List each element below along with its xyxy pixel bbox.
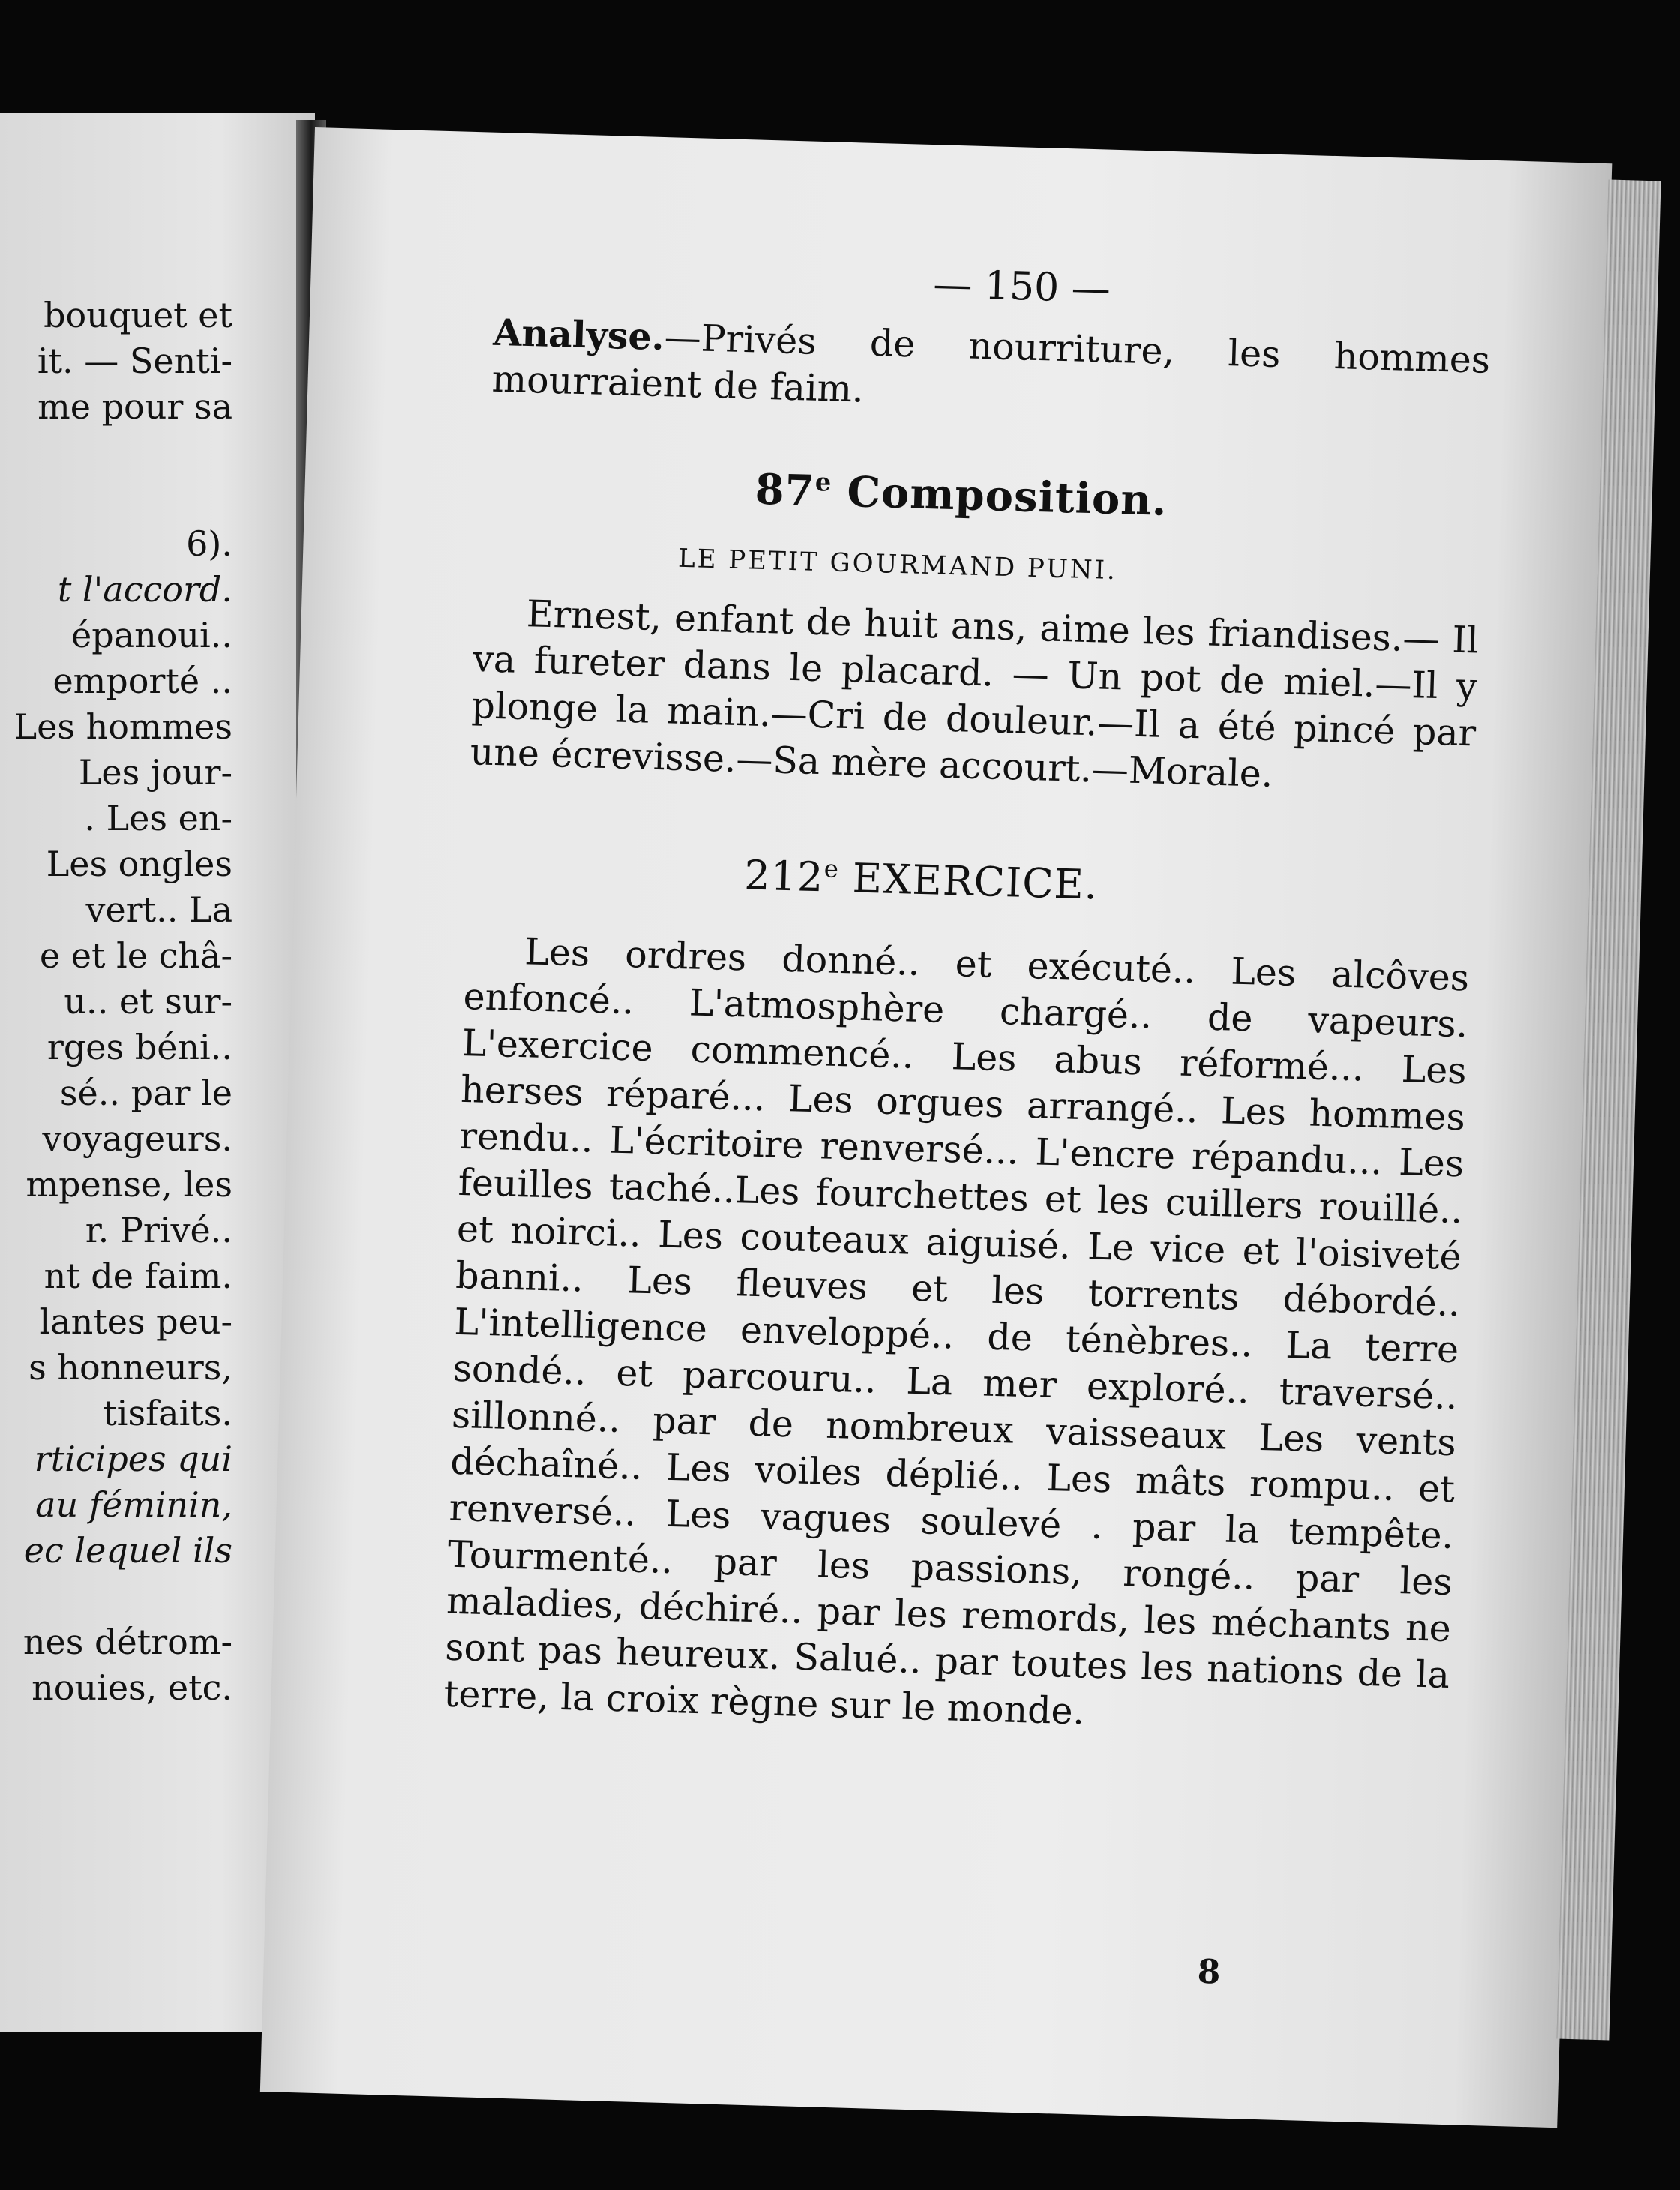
exercise-heading (744, 852, 1099, 908)
analyse-label: Analyse. (492, 310, 665, 359)
left-page-line: rticipes qui (34, 1438, 232, 1479)
left-page-line: ec lequel ils (23, 1530, 232, 1570)
left-page-line: Les ongles (46, 844, 232, 884)
left-page-line: it. — Senti- (37, 340, 232, 381)
left-page-line: lantes peu- (39, 1301, 232, 1342)
left-page-line: Les jour- (78, 752, 232, 793)
signature-mark: 8 (1197, 1952, 1222, 1992)
left-page-line: vert.. La (86, 890, 232, 930)
left-page-line: . Les en- (84, 798, 232, 838)
left-page-line: s honneurs, (28, 1347, 232, 1388)
composition-number: 87 (754, 464, 816, 516)
exercise-title: EXERCICE. (838, 854, 1099, 909)
exercise-text: Les ordres donné.. et exécuté.. Les alcôves enfoncé.. L'atmosphère chargé.. de vapeurs. L'exercice commencé.. Les abus réformé... Les herses réparé... Les orgues arrangé.. Les hommes rendu.. L'écritoire renversé... L'encre répandu... Les feuilles taché..Les fourchettes et les cuillers rouillé.. et noirci.. Les couteaux aiguisé. Le vice et l'oisiveté banni.. Les fleuves et les torrents débordé.. L'intelligence enveloppé.. de ténèbres.. La terre sondé.. et parcouru.. La mer exploré.. traversé.. sillonné.. par de nombreux vaisseaux Les vents déchaîné.. Les voiles déplié.. Les mâts rompu.. et renversé.. Les vagues soulevé . par la tempête. Tourmenté.. par les passions, rongé.. par les maladies, déchiré.. par les remords, les méchants ne sont pas heureux. Salué.. par toutes les nations de la terre, la croix règne sur le monde. (442, 930, 1470, 1733)
left-page-line: r. Privé.. (85, 1210, 232, 1250)
left-page-line (14, 430, 232, 476)
left-page-line: nouies, etc. (32, 1667, 232, 1708)
composition-sup: e (814, 466, 832, 497)
page-number: — 150 — (932, 262, 1112, 312)
left-page-line: sé.. par le (59, 1072, 232, 1113)
left-page-line: mpense, les (26, 1164, 232, 1204)
left-page-line: emporté .. (52, 661, 232, 701)
left-page-line: nt de faim. (44, 1256, 232, 1296)
left-page-line: au féminin, (35, 1484, 232, 1525)
composition-subtitle: LE PETIT GOURMAND PUNI. (677, 543, 1118, 586)
analyse-paragraph (491, 309, 1491, 430)
left-page-line: nes détrom- (22, 1622, 232, 1662)
composition-title: Composition. (831, 466, 1168, 526)
left-page-line (14, 476, 232, 521)
left-page-line: voyageurs. (42, 1118, 232, 1159)
exercise-sup: e (824, 854, 840, 884)
left-page-line: bouquet et (44, 295, 232, 335)
right-page (260, 128, 1612, 2128)
exercise-number: 212 (743, 851, 825, 902)
left-page-line: me pour sa (38, 386, 232, 427)
left-page-line: tisfaits. (103, 1393, 232, 1433)
left-page-line: u.. et sur- (64, 981, 232, 1022)
analyse-text: —Privés de nourriture, les hommes mourraient de faim. (490, 316, 1491, 411)
left-page-text (14, 292, 232, 1711)
composition-text: Ernest, enfant de huit ans, aime les friandises.— Il va fureter dans le placard. — Un pot de miel.—Il y plonge la main.—Cri de douleur.—Il a été pincé par une écrevisse.—Sa mère accourt.—Morale. (470, 592, 1480, 796)
left-page-line (14, 1574, 232, 1619)
left-page-line: t l'accord. (57, 569, 232, 610)
left-page (0, 112, 315, 2032)
left-page-line: e et le châ- (39, 935, 232, 976)
left-page-line: épanoui.. (71, 615, 232, 656)
left-page-line: 6). (186, 524, 232, 564)
left-page-line: rges béni.. (46, 1027, 232, 1067)
composition-heading (754, 466, 1168, 524)
left-page-line: Les hommes (14, 706, 232, 747)
